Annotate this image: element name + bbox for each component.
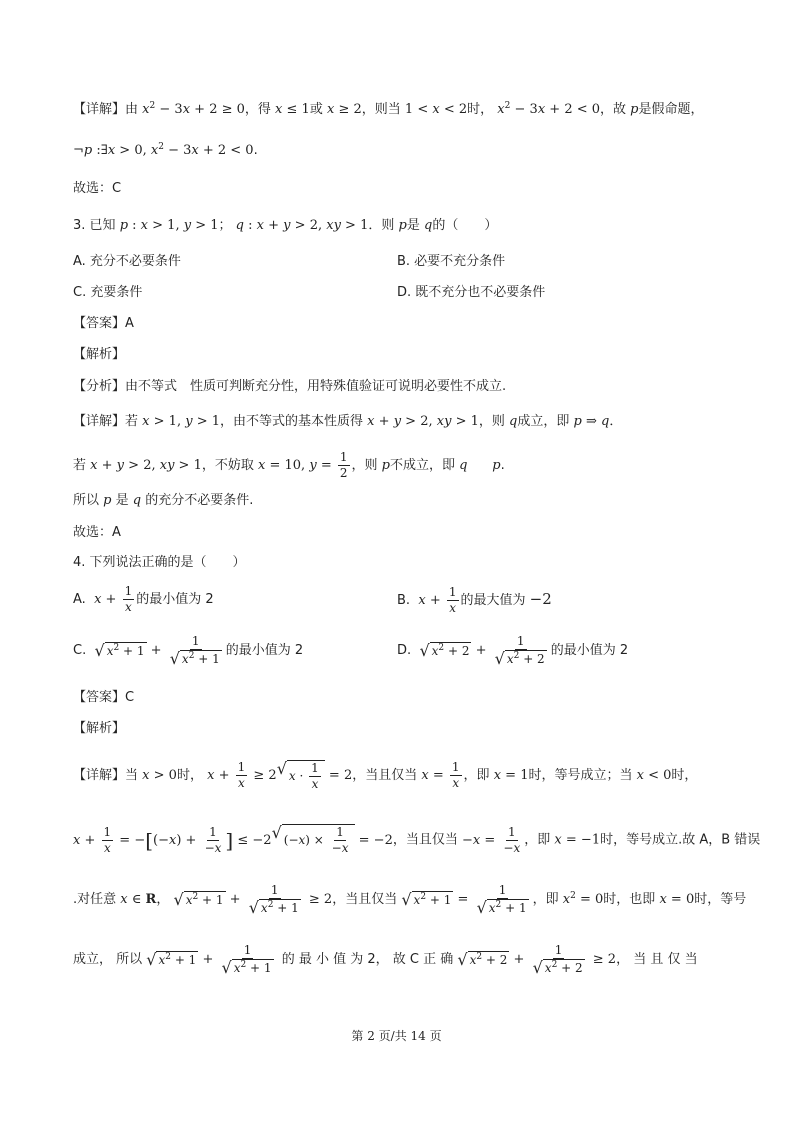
q3-analysis-tag: 【解析】 xyxy=(73,347,126,362)
math-expr: √ $x^2 + 1$ + 1 √ $x^2 + 1$ ≥ 2 xyxy=(173,883,333,917)
math-expr: $x^2 - 3x + 2 < 0$ xyxy=(497,101,601,117)
math-expr: ¬p :∃x > 0, $x^2 - 3x + 2 < 0$ xyxy=(73,142,254,158)
math-expr: √ $x^2 + 2$ + 1 √ $x^2 + 2$ ≥ 2 xyxy=(457,943,617,977)
math-expr: q p xyxy=(459,458,501,473)
math-expr: $x^2 = 0$ xyxy=(562,891,604,907)
math-expr: x = 10, y = $\frac{1}{2}$ xyxy=(258,450,348,480)
q4-detail-line4: 成立， 所以 √ $x^2 + 1$ + 1 √ $x^2 + 1$ 的 最 小 值 为 2， 故 C 正 确 √ $x^2 + 2$ + 1 √ $x^2 + 2$ ≥ 2， 当 且 仅 当 xyxy=(73,943,698,977)
q4-option-c: C. √ $x^2 + 1$ + 1 √ $x^2 + 1$ 的最小值为 2 xyxy=(73,634,304,668)
math-expr: √ $x^2 + 1$ = 1 √ $x^2 + 1$ xyxy=(401,883,527,917)
math-expr: x + y > 2, xy > 1 xyxy=(367,414,479,429)
q3-option-c: C. 充要条件 xyxy=(73,285,143,300)
math-expr: p ⇒ q xyxy=(573,414,610,429)
math-expr: p : x > 1, y > 1 xyxy=(119,218,219,233)
page-footer: 第 2 页/共 14 页 xyxy=(351,1029,442,1043)
detail-tag: 【详解】 xyxy=(73,768,126,783)
math-expr: q xyxy=(424,218,433,233)
math-expr: x + $\frac{1}{x}$ ≥ 2 √ x · $\frac{1}{x}$ = 2 xyxy=(207,758,353,791)
math-expr: √ $x^2 + 1$ + 1 √ $x^2 + 1$ xyxy=(94,634,220,668)
math-expr: x = $\frac{1}{x}$ xyxy=(421,760,460,790)
math-expr: x ≥ 2 xyxy=(326,102,362,117)
math-expr: x = 0 xyxy=(659,892,695,907)
q4-option-b: B. x + $\frac{1}{x}$ 的最大值为 −2 xyxy=(397,585,552,615)
math-expr: x > 1, y > 1 xyxy=(142,414,221,429)
q3-answer: 【答案】A xyxy=(73,316,134,331)
math-expr: x < 0 xyxy=(636,768,672,783)
q4-answer: 【答案】C xyxy=(73,690,135,705)
q3-option-b: B. 必要不充分条件 xyxy=(397,254,506,269)
detail-tag: 【详解】 xyxy=(73,414,126,429)
math-expr: p xyxy=(381,458,390,473)
q4-detail-line1: 【详解】当 x > 0时， x + $\frac{1}{x}$ ≥ 2 √ x · $\frac{1}{x}$ = 2，当且仅当 x = $\frac{1}{x}$ ，即 x = 1时，等号成立；当 x < 0时， xyxy=(73,758,698,791)
q4-stem: 4. 下列说法正确的是（ ） xyxy=(73,555,246,570)
math-expr: 1 < x < 2 xyxy=(404,102,468,117)
q3-fenxi: 【分析】由不等式 性质可判断充分性，用特殊值验证可说明必要性不成立. xyxy=(73,379,507,394)
math-expr: √ $x^2 + 2$ + 1 √ $x^2 + 2$ xyxy=(419,634,545,668)
math-expr: x ≤ 1 xyxy=(275,102,310,117)
math-expr: p xyxy=(630,102,639,117)
q4-detail-line2: x + $\frac{1}{x}$ = −[(−x) + $\frac{1}{-x}$ ] ≤ −2 √ (−x) × $\frac{1}{-x}$ = −2，当且仅当 −x = $\frac{1}{-x}$ ，即 x = −1时，等号成立.故 A，B 错误 xyxy=(73,823,761,855)
math-expr: q xyxy=(509,414,518,429)
q4-option-d: D. √ $x^2 + 2$ + 1 √ $x^2 + 2$ 的最小值为 2 xyxy=(397,634,629,668)
math-expr: x ∈ R xyxy=(120,892,157,907)
math-expr: $x^2 - 3x + 2 \ge 0$ xyxy=(142,101,245,117)
math-expr: x > 0 xyxy=(142,768,177,783)
q3-detail-line1: 【详解】若 x > 1, y > 1，由不等式的基本性质得 x + y > 2, xy > 1，则 q成立，即 p ⇒ q． xyxy=(73,414,623,429)
q3-stem: 3. 已知 p : x > 1, y > 1； q : x + y > 2, xy > 1．则 p是 q的（ ） xyxy=(73,218,498,233)
q4-option-a: A. x + $\frac{1}{x}$ 的最小值为 2 xyxy=(73,584,214,614)
math-expr: x + $\frac{1}{x}$ xyxy=(418,585,457,615)
q2-detail-line: 【详解】由 $x^2 - 3x + 2 \ge 0$，得 x ≤ 1或 x ≥ 2，则当 1 < x < 2时， $x^2 - 3x + 2 < 0$，故 p是假命题， xyxy=(73,101,704,117)
math-expr: √ $x^2 + 1$ + 1 √ $x^2 + 1$ xyxy=(146,943,272,977)
math-expr: q xyxy=(132,493,142,508)
math-expr: q : x + y > 2, xy > 1 xyxy=(235,218,369,233)
math-expr: p xyxy=(103,493,112,508)
math-expr: p xyxy=(398,218,407,233)
q4-detail-line3: .对任意 x ∈ R， √ $x^2 + 1$ + 1 √ $x^2 + 1$ ≥ 2，当且仅当 √ $x^2 + 1$ = 1 √ $x^2 + 1$ ，即 $x^2 = 0$时，也即 x = 0时，等号 xyxy=(73,883,747,917)
q2-negation-line: ¬p :∃x > 0, $x^2 - 3x + 2 < 0$. xyxy=(73,142,258,158)
math-expr: −x = $\frac{1}{-x}$ xyxy=(462,824,521,855)
q4-analysis-tag: 【解析】 xyxy=(73,721,126,736)
math-expr: x + y > 2, xy > 1 xyxy=(90,458,202,473)
math-expr: x + $\frac{1}{x}$ = −[(−x) + $\frac{1}{-x}$ ] ≤ −2 √ (−x) × $\frac{1}{-x}$ = −2 xyxy=(73,823,393,855)
q3-conclusion: 所以 p 是 q 的充分不必要条件. xyxy=(73,493,254,508)
q3-choice: 故选：A xyxy=(73,525,121,540)
math-expr: x = −1 xyxy=(554,832,601,848)
math-expr: x = 1 xyxy=(493,768,529,783)
q3-option-a: A. 充分不必要条件 xyxy=(73,254,181,269)
q3-detail-line2: 若 x + y > 2, xy > 1，不妨取 x = 10, y = $\frac{1}{2}$ ，则 p不成立，即 q p. xyxy=(73,450,505,480)
math-expr: x + $\frac{1}{x}$ xyxy=(94,584,133,614)
q2-choice: 故选：C xyxy=(73,181,122,196)
detail-tag: 【详解】 xyxy=(73,102,126,117)
q3-option-d: D. 既不充分也不必要条件 xyxy=(397,285,546,300)
